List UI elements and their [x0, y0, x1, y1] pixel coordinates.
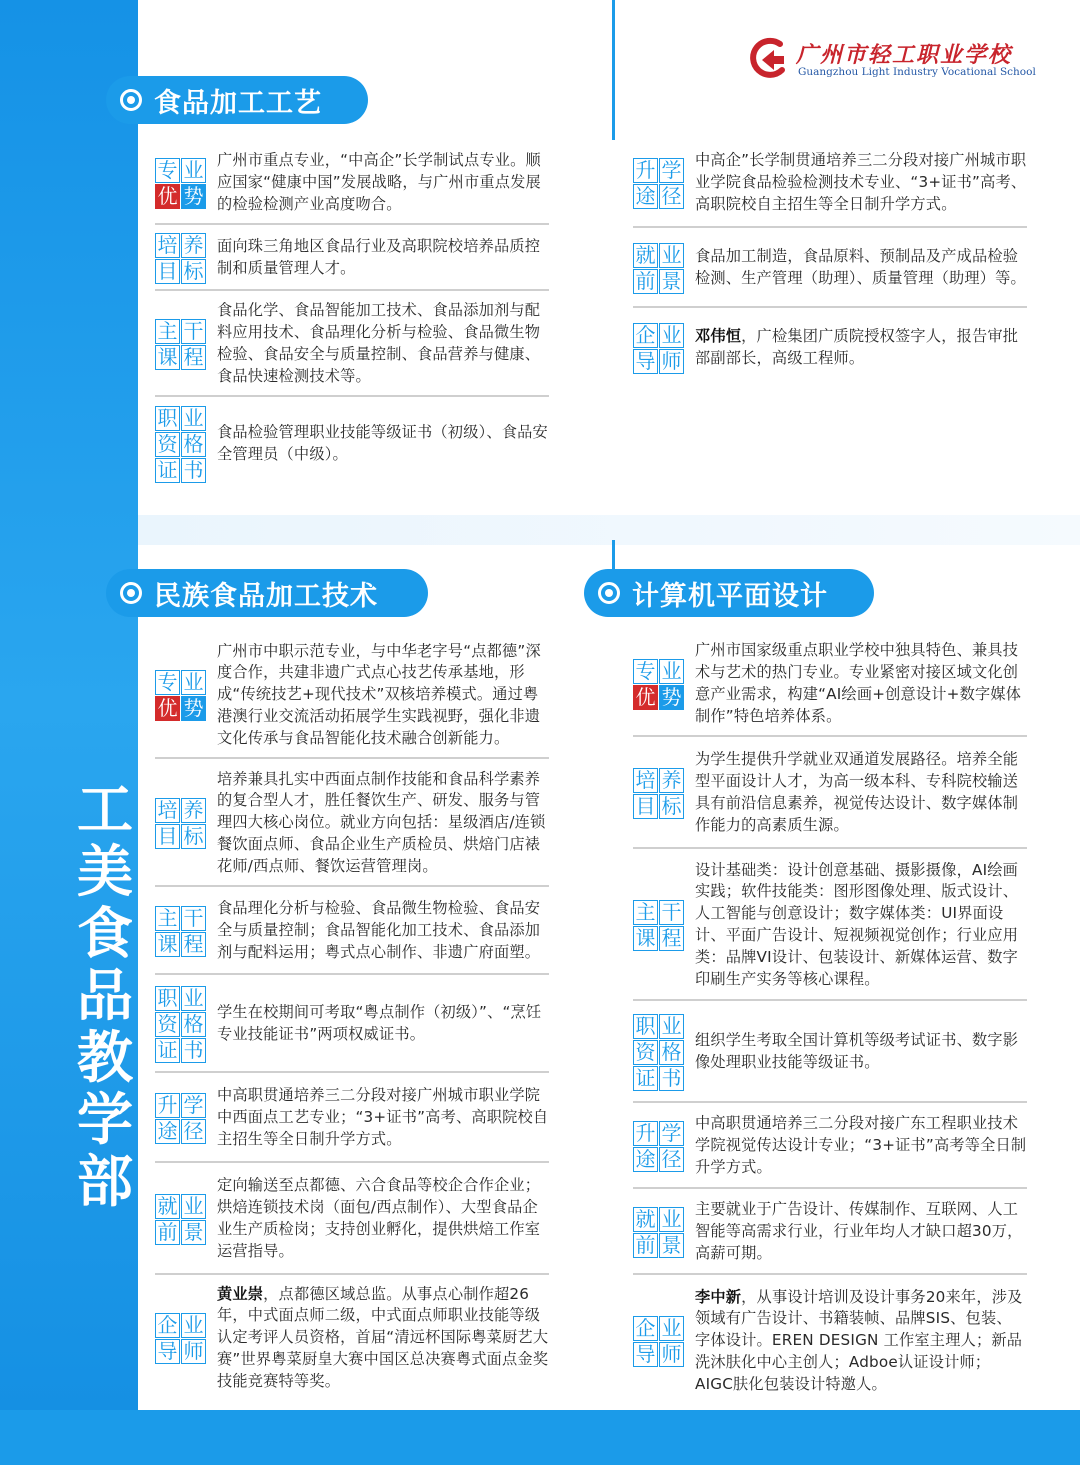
tag-certificate [155, 406, 207, 483]
tag-char: 学 [659, 1121, 684, 1146]
row-text: 学生在校期间可考取“粤点制作（初级）”、“烹饪专业技能证书”两项权威证书。 [217, 1003, 542, 1043]
department-title [60, 780, 150, 1214]
tag-char: 目 [633, 794, 658, 819]
tag-progression [633, 1121, 685, 1172]
tag-advantage [155, 670, 207, 721]
tag-char: 业 [659, 243, 684, 268]
tag-char: 主 [633, 900, 658, 925]
tag-char: 企 [633, 323, 658, 348]
tag-char: 业 [659, 1207, 684, 1232]
tag-char: 证 [155, 1038, 180, 1063]
tag-advantage [633, 659, 685, 710]
school-name-en: Guangzhou Light Industry Vocational School [798, 66, 1036, 78]
info-row-mentor [633, 312, 1027, 384]
mentor-bio: ，广检集团广质院授权签字人，报告审批部副部长，高级工程师。 [695, 327, 1019, 367]
row-text: 广州市国家级重点职业学校中独具特色、兼具技术与艺术的热门专业。专业紧密对接区域文化创意产业需求，构建“AI绘画+创意设计+数字媒体制作”特色培养体系。 [695, 641, 1022, 725]
tag-goal [633, 768, 685, 819]
tag-char: 培 [633, 768, 658, 793]
info-row-employment [633, 1191, 1027, 1275]
tag-char: 书 [659, 1066, 684, 1091]
row-text: 设计基础类：设计创意基础、摄影摄像，AI绘画实践；软件技能类：图形图像处理、版式设计、人工智能与创意设计；数字媒体类：UI界面设计、平面广告设计、短视频视觉创作；行业应用类：品牌VI设计、包装设计、新媒体运营、数字印刷生产实务等核心课程。 [695, 860, 1019, 988]
tag-char: 导 [155, 1339, 180, 1364]
column-divider-top [612, 0, 615, 140]
tag-char: 资 [155, 1012, 180, 1037]
info-row-advantage [155, 143, 549, 225]
row-text [217, 1284, 549, 1393]
tag-goal [155, 233, 207, 284]
info-row-courses [155, 889, 549, 975]
tag-char: 干 [181, 906, 206, 931]
tag-char: 业 [659, 1014, 684, 1039]
mentor-name: 李中新 [695, 1287, 742, 1306]
row-text: 广州市中职示范专业，与中华老字号“点都德”深度合作，共建非遗广式点心技艺传承基地，形成“传统技艺+现代技术”双核培养模式。通过粤港澳行业交流活动拓展学生实践视野，强化非遗文化传承与食品智能化技术融合创新能力。 [217, 641, 541, 747]
tag-char: 专 [633, 659, 658, 684]
tag-mentor [633, 1316, 685, 1367]
row-text: 广州市重点专业，“中高企”长学制试点专业。顺应国家“健康中国”发展战略，与广州市重点发展的检验检测产业高度吻合。 [217, 151, 541, 213]
target-circle-icon [598, 582, 620, 604]
mentor-bio: ，点都德区域总监。从事点心制作超26年，中式面点师二级，中式面点师职业技能等级认定考评人员资格，首届“清远杯国际粤菜厨艺大赛”世界粤菜厨皇大赛中国区总决赛粤式面点金奖技能竞赛特等奖。 [217, 1284, 549, 1390]
section-header-graphic-design [584, 569, 874, 617]
row-text: 食品加工制造，食品原料、预制品及产成品检验检测、生产管理（助理）、质量管理（助理）等。 [695, 247, 1026, 287]
tag-char: 就 [633, 1207, 658, 1232]
tag-char: 职 [155, 986, 180, 1011]
tag-certificate [155, 986, 207, 1063]
section-header-ethnic-food [106, 569, 428, 617]
tag-char: 导 [633, 349, 658, 374]
tag-char: 景 [181, 1220, 206, 1245]
tag-courses [155, 319, 207, 370]
tag-char: 格 [181, 432, 206, 457]
department-title-char: 教 [77, 1026, 133, 1091]
section-title: 计算机平面设计 [632, 580, 828, 612]
tag-char: 资 [155, 432, 180, 457]
tag-char: 程 [659, 926, 684, 951]
info-row-goal [155, 761, 549, 887]
tag-char: 培 [155, 233, 180, 258]
school-name-cn: 广州市轻工职业学校 [796, 42, 1013, 68]
tag-progression [155, 1093, 207, 1144]
info-row-certificate [633, 1003, 1027, 1103]
tag-char: 养 [659, 768, 684, 793]
tag-char: 势 [181, 696, 206, 721]
tag-advantage [155, 158, 207, 209]
tag-char: 课 [155, 345, 180, 370]
tag-char: 优 [155, 184, 180, 209]
section-header-food-processing [106, 76, 368, 124]
tag-certificate [633, 1014, 685, 1091]
tag-char: 途 [155, 1119, 180, 1144]
tag-char: 干 [181, 319, 206, 344]
department-title-char: 工 [77, 778, 133, 843]
tag-char: 证 [155, 458, 180, 483]
school-logo [750, 36, 1040, 84]
tag-char: 业 [659, 323, 684, 348]
tag-mentor [633, 323, 685, 374]
tag-char: 标 [181, 259, 206, 284]
row-text: 中高职贯通培养三二分段对接广东工程职业技术学院视觉传达设计专业；“3+证书”高考等全日制升学方式。 [695, 1114, 1027, 1176]
row-text: 食品检验管理职业技能等级证书（初级）、食品安全管理员（中级）。 [217, 423, 548, 463]
tag-char: 资 [633, 1040, 658, 1065]
tag-char: 学 [659, 158, 684, 183]
tag-char: 业 [181, 670, 206, 695]
section-divider-band [138, 515, 1080, 545]
row-text [695, 1287, 1027, 1396]
tag-char: 课 [155, 932, 180, 957]
section-title: 食品加工工艺 [154, 87, 322, 119]
tag-courses [155, 906, 207, 957]
row-text: 食品化学、食品智能加工技术、食品添加剂与配料应用技术、食品理化分析与检验、食品微生物检验、食品安全与质量控制、食品营养与健康、食品快速检测技术等。 [217, 301, 541, 385]
tag-char: 程 [181, 345, 206, 370]
info-row-advantage [633, 633, 1027, 737]
tag-char: 前 [155, 1220, 180, 1245]
info-row-progression [633, 1105, 1027, 1189]
department-title-char: 学 [77, 1088, 133, 1153]
department-title-char: 食 [77, 902, 133, 967]
tag-employment [155, 1194, 207, 1245]
tag-progression [633, 158, 685, 209]
department-title-char: 品 [77, 964, 133, 1029]
info-row-progression [155, 1075, 549, 1163]
tag-char: 途 [633, 184, 658, 209]
tag-char: 业 [181, 158, 206, 183]
tag-char: 就 [155, 1194, 180, 1219]
tag-char: 径 [659, 184, 684, 209]
row-text: 主要就业于广告设计、传媒制作、互联网、人工智能等高需求行业，行业年均人才缺口超30万，高薪可期。 [695, 1200, 1023, 1262]
tag-char: 业 [659, 1316, 684, 1341]
tag-employment [633, 243, 685, 294]
tag-goal [155, 798, 207, 849]
tag-char: 职 [155, 406, 180, 431]
info-row-goal [633, 739, 1027, 849]
tag-char: 就 [633, 243, 658, 268]
tag-char: 养 [181, 798, 206, 823]
tag-char: 主 [155, 319, 180, 344]
tag-char: 目 [155, 259, 180, 284]
tag-char: 养 [181, 233, 206, 258]
tag-char: 书 [181, 1038, 206, 1063]
tag-char: 景 [659, 269, 684, 294]
tag-courses [633, 900, 685, 951]
tag-employment [633, 1207, 685, 1258]
tag-char: 优 [155, 696, 180, 721]
tag-char: 标 [181, 824, 206, 849]
tag-char: 课 [633, 926, 658, 951]
tag-char: 景 [659, 1233, 684, 1258]
tag-mentor [155, 1313, 207, 1364]
info-row-courses [155, 293, 549, 397]
tag-char: 干 [659, 900, 684, 925]
target-circle-icon [120, 582, 142, 604]
tag-char: 前 [633, 269, 658, 294]
tag-char: 业 [659, 659, 684, 684]
tag-char: 业 [181, 986, 206, 1011]
tag-char: 学 [181, 1093, 206, 1118]
row-text: 中高职贯通培养三二分段对接广州城市职业学院中西面点工艺专业；“3+证书”高考、高职院校自主招生等全日制升学方式。 [217, 1086, 549, 1148]
school-logo-icon [750, 36, 792, 80]
tag-char: 职 [633, 1014, 658, 1039]
department-title-char: 美 [77, 840, 133, 905]
row-text [695, 326, 1027, 370]
tag-char: 企 [633, 1316, 658, 1341]
tag-char: 势 [659, 685, 684, 710]
info-row-mentor [633, 1279, 1027, 1403]
tag-char: 专 [155, 158, 180, 183]
tag-char: 书 [181, 458, 206, 483]
row-text: 组织学生考取全国计算机等级考试证书、数字影像处理职业技能等级证书。 [695, 1031, 1019, 1071]
info-row-employment [155, 1165, 549, 1275]
tag-char: 培 [155, 798, 180, 823]
info-row-goal [155, 227, 549, 291]
tag-char: 证 [633, 1066, 658, 1091]
tag-char: 势 [181, 184, 206, 209]
tag-char: 升 [633, 1121, 658, 1146]
tag-char: 格 [659, 1040, 684, 1065]
tag-char: 格 [181, 1012, 206, 1037]
tag-char: 企 [155, 1313, 180, 1338]
tag-char: 优 [633, 685, 658, 710]
info-row-certificate [155, 399, 549, 489]
tag-char: 径 [659, 1147, 684, 1172]
bottom-color-band [0, 1410, 1080, 1465]
tag-char: 升 [155, 1093, 180, 1118]
tag-char: 师 [659, 349, 684, 374]
tag-char: 程 [181, 932, 206, 957]
tag-char: 导 [633, 1342, 658, 1367]
tag-char: 途 [633, 1147, 658, 1172]
tag-char: 业 [181, 1313, 206, 1338]
tag-char: 标 [659, 794, 684, 819]
mentor-bio: ，从事设计培训及设计事务20来年，涉及领域有广告设计、书籍装帧、品牌SIS、包装、字体设计。EREN DESIGN 工作室主理人；新品洗沐肤化中心主创人；Adboe认证设计师；AIGC肤化包装设计特邀人。 [695, 1287, 1023, 1393]
tag-char: 目 [155, 824, 180, 849]
row-text: 中高企”长学制贯通培养三二分段对接广州城市职业学院食品检验检测技术专业、“3+证书”高考、高职院校自主招生等全日制升学方式。 [695, 151, 1027, 213]
info-row-certificate [155, 977, 549, 1073]
section-title: 民族食品加工技术 [154, 580, 378, 612]
tag-char: 前 [633, 1233, 658, 1258]
tag-char: 师 [659, 1342, 684, 1367]
info-row-advantage [155, 633, 549, 759]
info-row-courses [633, 851, 1027, 1001]
tag-char: 主 [155, 906, 180, 931]
tag-char: 业 [181, 1194, 206, 1219]
target-circle-icon [120, 89, 142, 111]
row-text: 定向输送至点都德、六合食品等校企合作企业；烘焙连锁技术岗（面包/西点制作）、大型食品企业生产质检岗；支持创业孵化，提供烘焙工作室运营指导。 [217, 1176, 541, 1260]
tag-char: 径 [181, 1119, 206, 1144]
row-text: 培养兼具扎实中西面点制作技能和食品科学素养的复合型人才，胜任餐饮生产、研发、服务与管理四大核心岗位。就业方向包括：星级酒店/连锁餐饮面点师、食品企业生产质检员、烘焙门店裱花师/西点师、餐饮运营管理岗。 [217, 769, 546, 875]
mentor-name: 邓伟恒 [695, 327, 742, 346]
info-row-employment [633, 230, 1027, 308]
tag-char: 专 [155, 670, 180, 695]
department-title-char: 部 [77, 1150, 133, 1215]
info-row-mentor [155, 1277, 549, 1399]
tag-char: 业 [181, 406, 206, 431]
row-text: 为学生提供升学就业双通道发展路径。培养全能型平面设计人才，为高一级本科、专科院校输送具有前沿信息素养，视觉传达设计、数字媒体制作能力的高素质生源。 [695, 750, 1019, 834]
row-text: 面向珠三角地区食品行业及高职院校培养品质控制和质量管理人才。 [217, 237, 541, 277]
mentor-name: 黄业崇 [217, 1284, 264, 1303]
info-row-progression [633, 140, 1027, 228]
tag-char: 升 [633, 158, 658, 183]
tag-char: 师 [181, 1339, 206, 1364]
row-text: 食品理化分析与检验、食品微生物检验、食品安全与质量控制；食品智能化加工技术、食品添加剂与配料运用；粤式点心制作、非遗广府面塑。 [217, 899, 541, 961]
